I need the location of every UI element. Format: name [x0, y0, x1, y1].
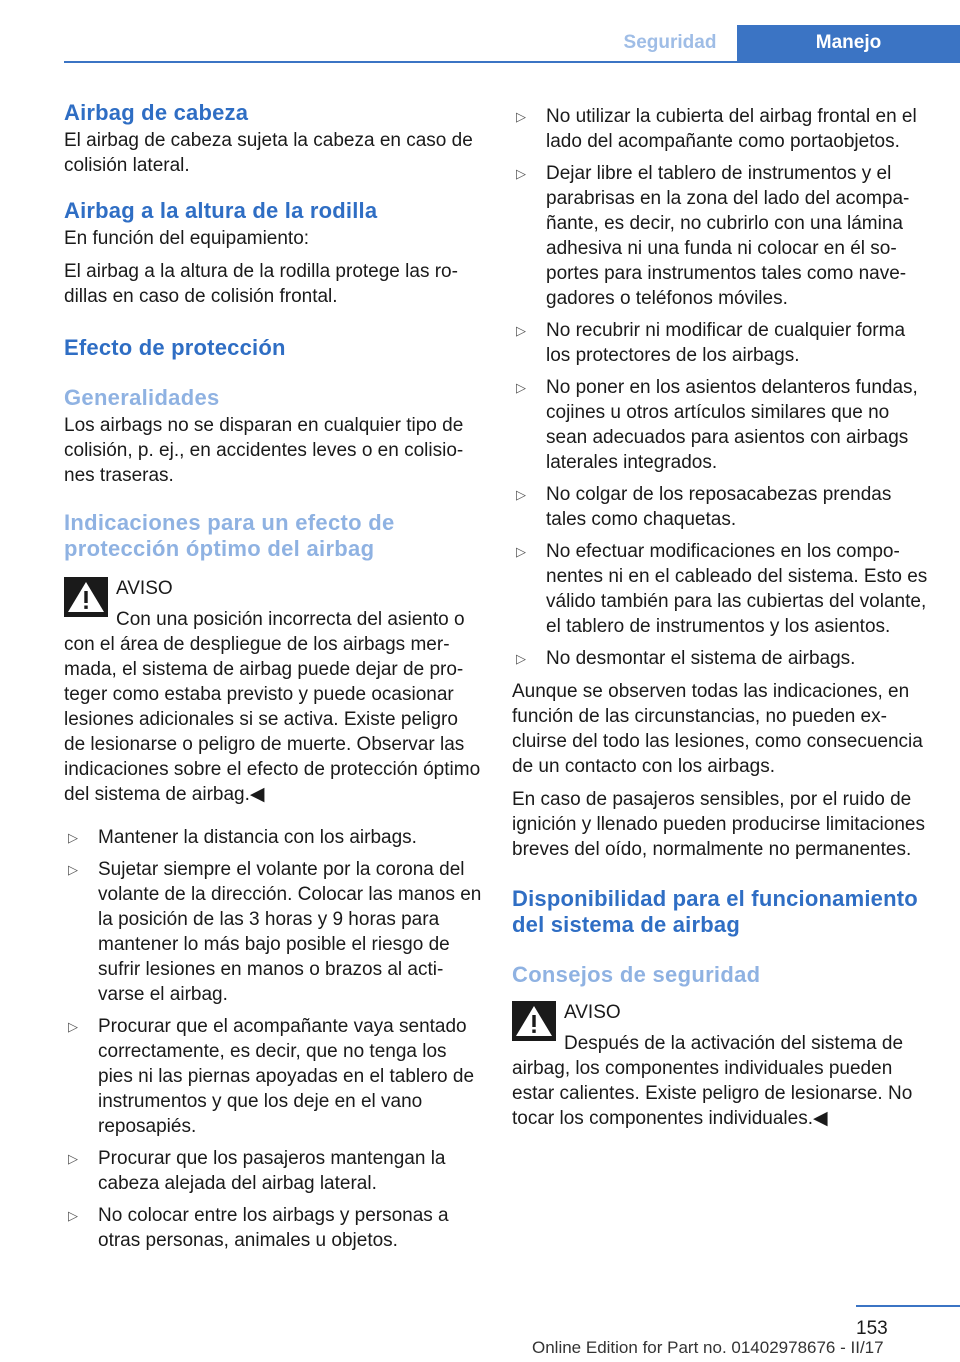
heading-indicaciones: Indicaciones para un efecto de protección óptimo del airbag: [64, 510, 395, 561]
tab-manejo[interactable]: Manejo: [737, 25, 960, 61]
bullet-icon: ▷: [516, 380, 526, 395]
left-bullet-list: [64, 825, 482, 1253]
heading-efecto-proteccion: Efecto de protección: [64, 335, 286, 360]
page-number: 153: [856, 1318, 888, 1339]
text-generalidades: Los airbags no se disparan en cualquier tipo de colisión, p. ej., en accidentes leves o en colisiones traseras.: [64, 415, 464, 486]
bullet-icon: ▷: [68, 830, 78, 845]
bullet-icon: ▷: [516, 323, 526, 338]
page-header: [0, 0, 960, 62]
left-column: [64, 100, 482, 1253]
warning-triangle-icon: [64, 577, 108, 617]
warning-text: Después de la activación del sistema de airbag, los componentes individuales pueden estar calientes. Existe peligro de lesionarse. No tocar los componentes individuales.◀: [512, 1033, 913, 1129]
heading-consejos-seguridad: Consejos de seguridad: [512, 962, 761, 987]
bullet-icon: ▷: [516, 109, 526, 124]
list-item: ▷ No utilizar la cubierta del airbag frontal en el lado del acompañante como portaobjetos.: [516, 106, 917, 152]
heading-generalidades: Generalidades: [64, 385, 220, 410]
text-airbag-cabeza: El airbag de cabeza sujeta la cabeza en caso de colisión lateral.: [64, 130, 473, 176]
text-aunque: Aunque se observen todas las indicaciones, en función de las circunstancias, no pueden excluirse del todo las lesiones, como consecuencia de un contacto con los airbags.: [512, 681, 923, 777]
warning-title: AVISO: [116, 578, 173, 599]
warning-title: AVISO: [564, 1002, 621, 1023]
right-column: [512, 104, 928, 1131]
footer-rule: [856, 1305, 960, 1307]
list-item: ▷ No recubrir ni modificar de cualquier forma los protectores de los airbags.: [516, 320, 906, 366]
bullet-icon: ▷: [68, 1151, 78, 1166]
text-rodilla-proteccion: El airbag a la altura de la rodilla protege las rodillas en caso de colisión frontal.: [64, 261, 458, 307]
list-item: ▷ No colgar de los reposacabezas prendas tales como chaquetas.: [516, 484, 892, 530]
list-item: ▷ No poner en los asientos delanteros fundas, cojines u otros artículos similares que no sean adecuados para asientos con airbags laterales integrados.: [516, 377, 918, 473]
list-item: ▷ Mantener la distancia con los airbags.: [68, 827, 417, 848]
warning-block: [512, 1000, 928, 1131]
bullet-icon: ▷: [516, 166, 526, 181]
tab-seguridad[interactable]: Seguridad: [605, 25, 735, 61]
bullet-icon: ▷: [68, 1208, 78, 1223]
heading-disponibilidad: Disponibilidad para el funcionamiento del sistema de airbag: [512, 886, 918, 937]
warning-text: Con una posición incorrecta del asiento o con el área de despliegue de los airbags mermada, el sistema de airbag puede dejar de proteger como estaba previsto y puede ocasionar lesiones adicionales si se activa. Existe peligro de lesionarse o peligro de muerte. Observar las indicaciones sobre el efecto de protección óptimo del sistema de airbag.◀: [64, 609, 481, 805]
list-item: ▷ Procurar que el acompañante vaya sentado correctamente, es decir, que no tenga los pies ni las piernas apoyadas en el tablero de instrumentos y que los deje en el vano reposapiés.: [68, 1016, 475, 1137]
text-rodilla-equipamiento: En función del equipamiento:: [64, 228, 310, 249]
list-item: ▷ Dejar libre el tablero de instrumentos y el parabrisas en la zona del lado del acompañante, es decir, no cubrirlo con una lámina adhesiva ni una funda ni colocar en él soportes para instrumentos tales como navegadores o teléfonos móviles.: [516, 163, 910, 309]
list-item: ▷ Procurar que los pasajeros mantengan la cabeza alejada del airbag lateral.: [68, 1148, 446, 1194]
edition-label: Online Edition for Part no. 01402978676 - II/17: [532, 1338, 884, 1357]
heading-airbag-rodilla: Airbag a la altura de la rodilla: [64, 198, 378, 223]
list-item: ▷ No colocar entre los airbags y personas a otras personas, animales u objetos.: [68, 1205, 449, 1251]
text-pasajeros-sensibles: En caso de pasajeros sensibles, por el ruido de ignición y llenado pueden producirse limitaciones breves del oído, normalmente no permanentes.: [512, 789, 925, 860]
warning-block: [64, 576, 482, 807]
right-bullet-list: [512, 104, 928, 671]
header-rule: [64, 61, 960, 63]
list-item: ▷ No efectuar modificaciones en los componentes ni en el cableado del sistema. Esto es válido también para las cubiertas del volante, el tablero de instrumentos y los asientos.: [516, 541, 928, 637]
bullet-icon: ▷: [516, 544, 526, 559]
list-item: ▷ No desmontar el sistema de airbags.: [516, 648, 856, 669]
bullet-icon: ▷: [68, 1019, 78, 1034]
bullet-icon: ▷: [68, 862, 78, 877]
bullet-icon: ▷: [516, 487, 526, 502]
heading-airbag-cabeza: Airbag de cabeza: [64, 100, 249, 125]
warning-triangle-icon: [512, 1001, 556, 1041]
list-item: ▷ Sujetar siempre el volante por la corona del volante de la dirección. Colocar las manos en la posición de las 3 horas y 9 horas para mantener lo más bajo posible el riesgo de sufrir lesiones en manos o brazos al activarse el airbag.: [68, 859, 482, 1005]
bullet-icon: ▷: [516, 651, 526, 666]
